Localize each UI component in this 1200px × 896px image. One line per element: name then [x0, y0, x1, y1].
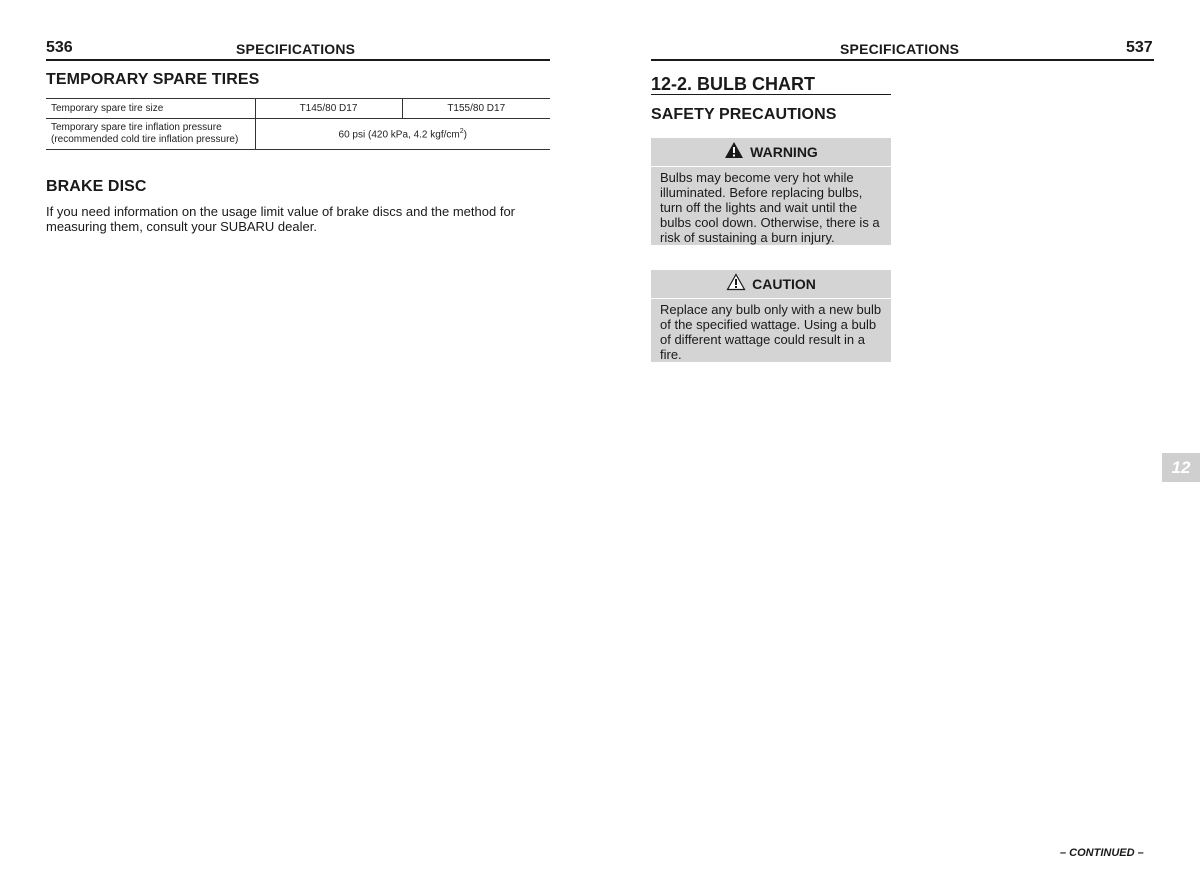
caution-box: [651, 270, 891, 362]
caution-label: CAUTION: [752, 276, 816, 292]
header-rule-right: [651, 59, 1154, 61]
pressure-superscript: 2: [459, 128, 464, 136]
table-cell-label: Temporary spare tire size: [46, 99, 255, 119]
page-number-right: 537: [1126, 39, 1153, 56]
table-cell-value: [255, 119, 550, 150]
page-number-left: 536: [46, 39, 73, 56]
warning-text: Bulbs may become very hot while illuminated. Before replacing bulbs, turn off the lights and wait until the bulbs cool down. Otherwise, there is a risk of sustaining a burn injury.: [660, 170, 880, 245]
caution-header: [651, 270, 891, 299]
table-cell-value: T155/80 D17: [402, 99, 550, 119]
table-cell-label-line: (recommended cold tire inflation pressure): [51, 134, 239, 145]
table-cell-value: T145/80 D17: [255, 99, 402, 119]
chapter-heading: 12-2. BULB CHART: [651, 74, 816, 94]
brake-disc-heading: BRAKE DISC: [46, 178, 147, 195]
spare-tires-heading: TEMPORARY SPARE TIRES: [46, 71, 260, 88]
spare-tire-table: [46, 98, 550, 150]
chapter-heading-rule: [651, 94, 891, 95]
brake-disc-text: If you need information on the usage limit value of brake discs and the method for measuring them, consult your SUBARU dealer.: [46, 204, 515, 234]
header-rule-left: [46, 59, 550, 61]
warning-box: [651, 138, 891, 245]
running-title-left: SPECIFICATIONS: [236, 41, 356, 57]
warning-header: [651, 138, 891, 167]
table-row: [46, 119, 550, 150]
warning-label: WARNING: [750, 144, 818, 160]
warning-triangle-icon: [724, 141, 744, 164]
pressure-value: 60 psi (420 kPa, 4.2 kgf/cm: [338, 129, 460, 141]
pressure-value-tail: ): [463, 129, 467, 141]
caution-triangle-icon: [726, 273, 746, 296]
running-title-right: SPECIFICATIONS: [840, 41, 960, 57]
chapter-tab: 12: [1162, 453, 1200, 482]
table-cell-label-line: Temporary spare tire inflation pressure: [51, 122, 222, 133]
table-row: [46, 99, 550, 119]
safety-precautions-heading: SAFETY PRECAUTIONS: [651, 106, 837, 123]
table-cell-label: [46, 119, 255, 150]
caution-text: Replace any bulb only with a new bulb of the specified wattage. Using a bulb of different wattage could result in a fire.: [660, 302, 882, 362]
continued-label: – CONTINUED –: [1060, 847, 1144, 859]
